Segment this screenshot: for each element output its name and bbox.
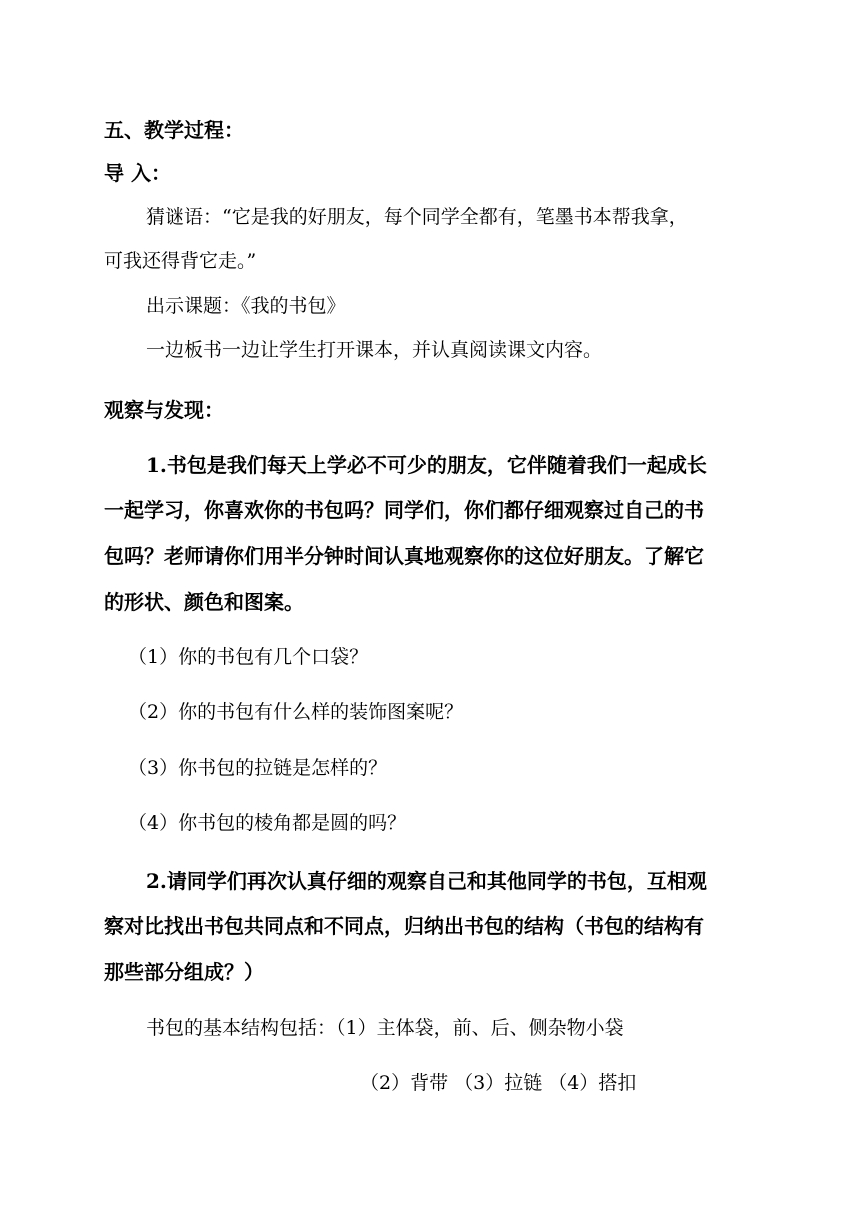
- paragraph-1-line-2: 一起学习，你喜欢你的书包吗？同学们，你们都仔细观察过自己的书: [104, 498, 704, 522]
- paragraph-2-line-2: 察对比找出书包共同点和不同点，归纳出书包的结构（书包的结构有: [104, 914, 704, 938]
- question-1: （1）你的书包有几个口袋？: [128, 646, 369, 668]
- structure-line-1: 书包的基本结构包括：（1）主体袋，前、后、侧杂物小袋: [146, 1017, 624, 1039]
- structure-line-2: （2）背带 （3）拉链 （4）搭扣: [360, 1072, 637, 1094]
- intro-heading: 导 入：: [104, 161, 171, 185]
- paragraph-2-line-1: 2.请同学们再次认真仔细的观察自己和其他同学的书包，互相观: [146, 869, 707, 893]
- paragraph-2-line-3: 那些部分组成？）: [104, 960, 264, 984]
- observe-heading: 观察与发现：: [104, 398, 224, 422]
- topic-line: 出示课题：《我的书包》: [146, 295, 346, 317]
- question-3: （3）你书包的拉链是怎样的？: [128, 757, 388, 779]
- riddle-line-2: 可我还得背它走。”: [104, 250, 257, 272]
- question-2: （2）你的书包有什么样的装饰图案呢？: [128, 701, 464, 723]
- paragraph-1-line-3: 包吗？老师请你们用半分钟时间认真地观察你的这位好朋友。了解它: [104, 544, 704, 568]
- question-4: （4）你书包的棱角都是圆的吗？: [128, 812, 407, 834]
- paragraph-1-line-4: 的形状、颜色和图案。: [104, 590, 304, 614]
- paragraph-1-line-1: 1.书包是我们每天上学必不可少的朋友，它伴随着我们一起成长: [146, 453, 707, 477]
- riddle-line-1: 猜谜语：“它是我的好朋友，每个同学全都有，笔墨书本帮我拿，: [146, 206, 688, 228]
- section-title: 五、教学过程：: [104, 118, 244, 142]
- instruction-line: 一边板书一边让学生打开课本，并认真阅读课文内容。: [146, 339, 603, 361]
